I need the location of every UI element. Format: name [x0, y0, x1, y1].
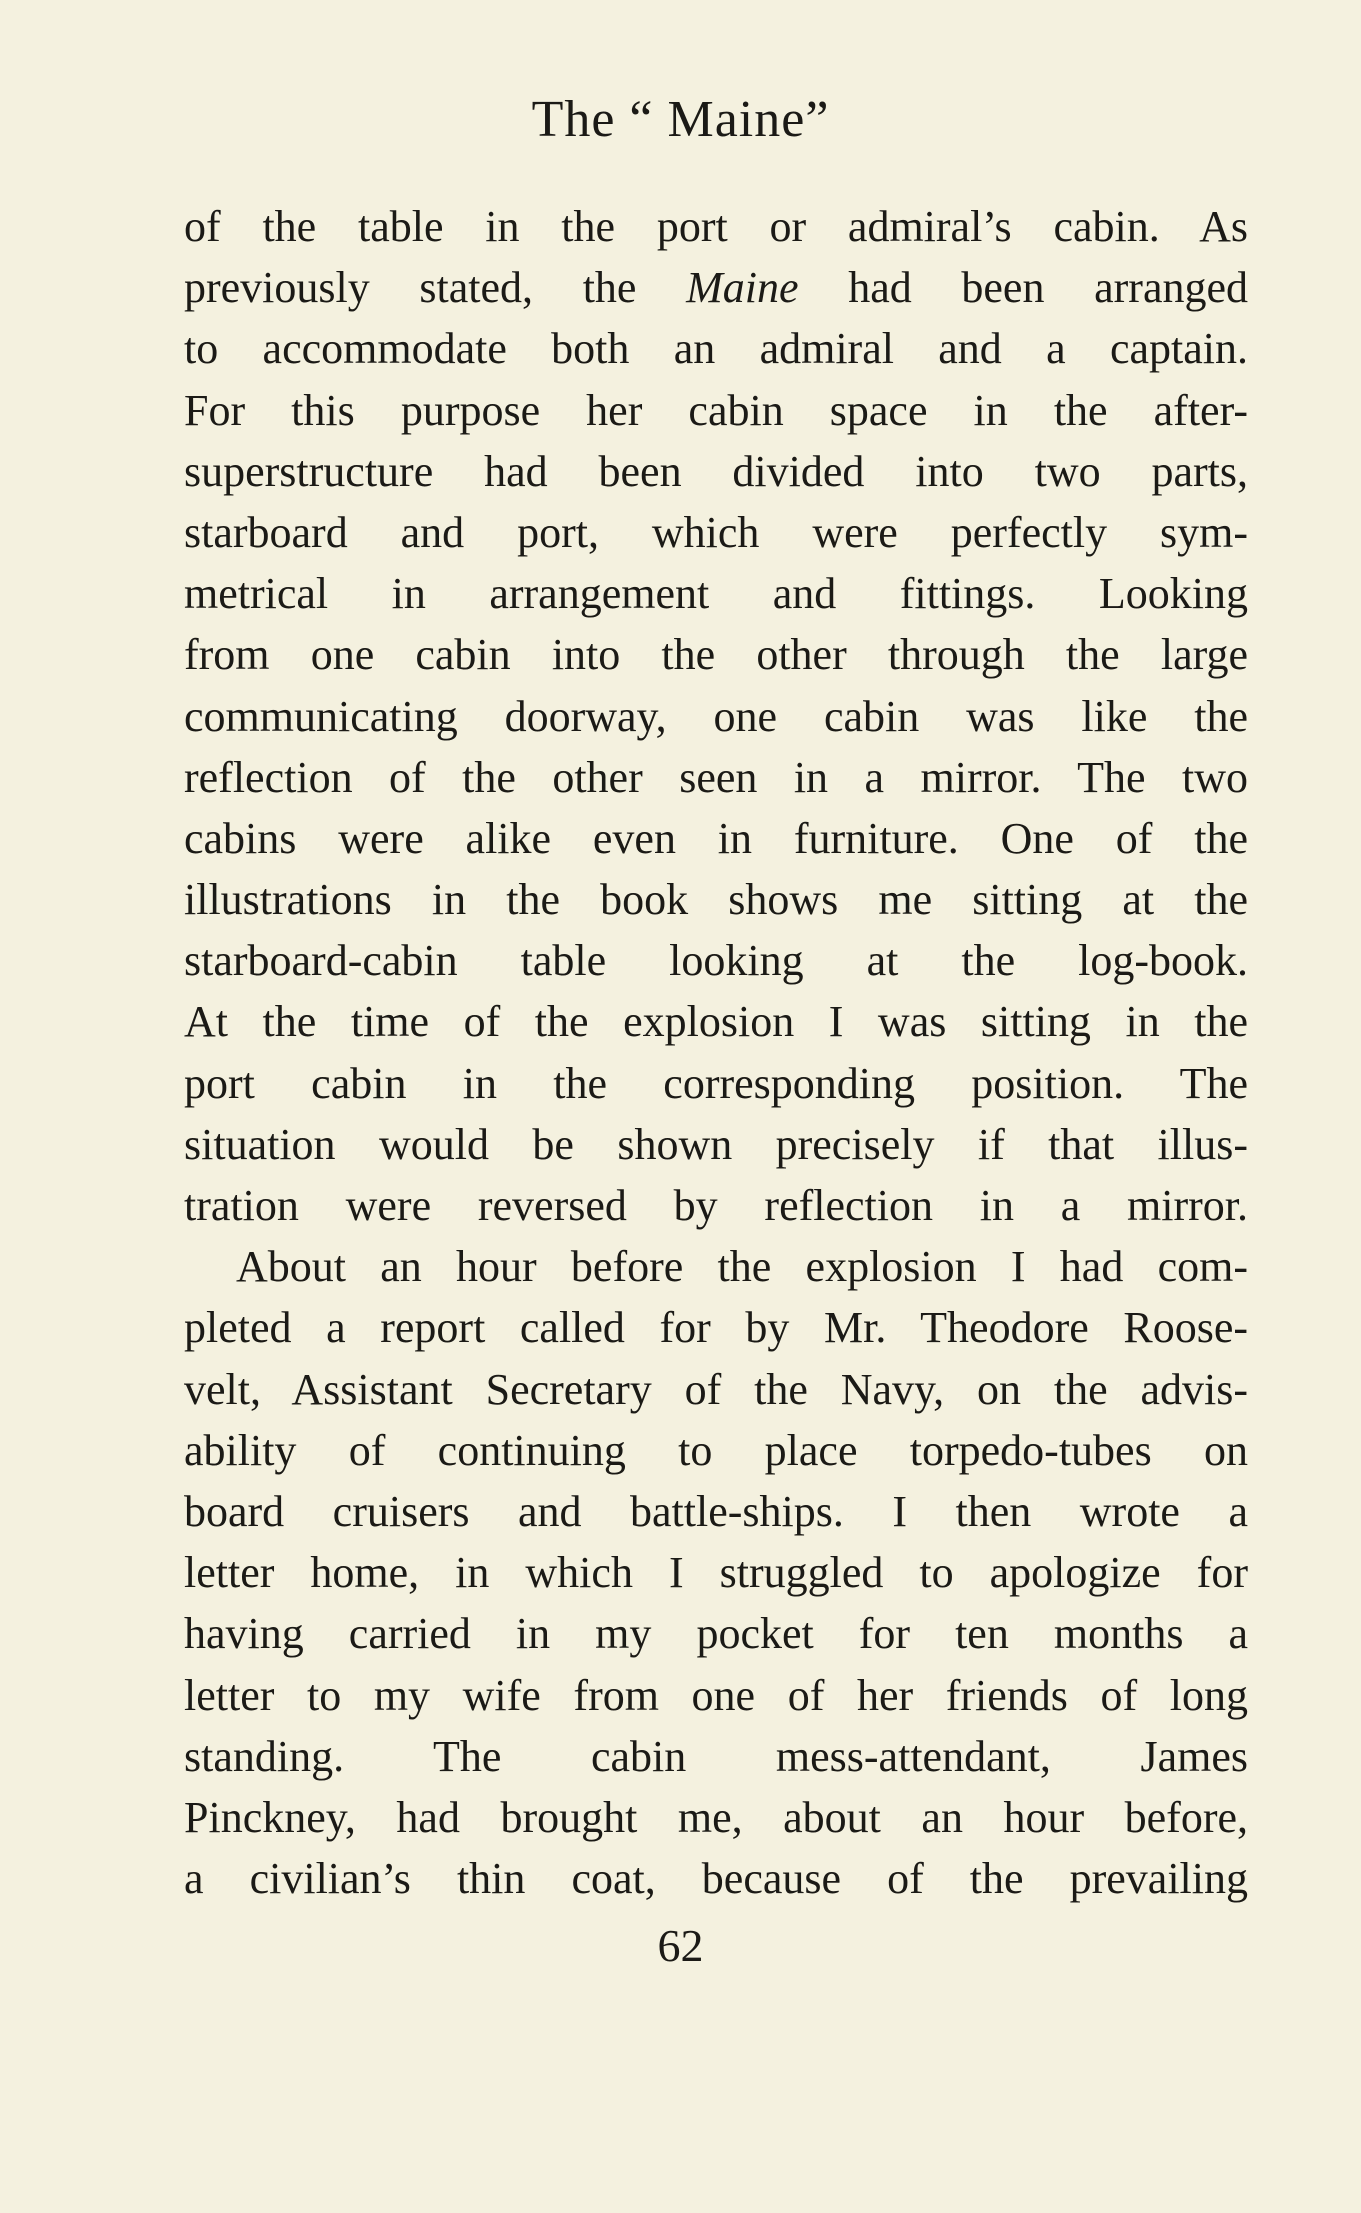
text-line — [184, 1542, 1248, 1603]
text-line — [184, 1420, 1248, 1481]
text-segment: pleted a report called for by Mr. Theodore Roose- — [184, 1303, 1248, 1353]
text-line — [184, 991, 1248, 1052]
text-segment: starboard and port, which were perfectly sym- — [184, 507, 1248, 557]
text-line — [184, 196, 1248, 257]
text-line — [184, 380, 1248, 441]
text-line — [184, 1787, 1248, 1848]
text-segment: having carried in my pocket for ten months a — [184, 1609, 1248, 1659]
text-line — [184, 1297, 1248, 1358]
text-segment: metrical in arrangement and fittings. Looking — [184, 569, 1248, 619]
text-line — [184, 1053, 1248, 1114]
text-segment: from one cabin into the other through the large — [184, 630, 1248, 680]
text-line — [184, 1175, 1248, 1236]
text-line — [184, 1665, 1248, 1726]
text-segment: letter home, in which I struggled to apologize for — [184, 1548, 1248, 1598]
text-segment: a civilian’s thin coat, because of the prevailing — [184, 1854, 1248, 1904]
text-line — [184, 257, 1248, 318]
text-segment: illustrations in the book shows me sitting at the — [184, 875, 1248, 925]
text-line — [184, 1848, 1248, 1909]
text-line — [184, 624, 1248, 685]
text-segment: About an hour before the explosion I had com- — [236, 1242, 1248, 1292]
text-line — [184, 563, 1248, 624]
text-line — [184, 1726, 1248, 1787]
text-segment: situation would be shown precisely if that illus- — [184, 1119, 1248, 1169]
text-segment: reflection of the other seen in a mirror. The two — [184, 752, 1248, 802]
text-line — [184, 686, 1248, 747]
text-line — [184, 318, 1248, 379]
page-number: 62 — [657, 1920, 704, 1971]
text-segment: velt, Assistant Secretary of the Navy, on the advis- — [184, 1364, 1248, 1414]
text-segment: Pinckney, had brought me, about an hour before, — [184, 1792, 1248, 1842]
text-line — [184, 747, 1248, 808]
text-line — [184, 1603, 1248, 1664]
running-head: The “ Maine” — [531, 91, 830, 148]
text-line — [184, 930, 1248, 991]
text-segment: to accommodate both an admiral and a captain. — [184, 324, 1248, 374]
text-segment: port cabin in the corresponding position. The — [184, 1058, 1248, 1108]
text-segment: board cruisers and battle-ships. I then wrote a — [184, 1486, 1248, 1536]
text-segment: superstructure had been divided into two parts, — [184, 446, 1248, 496]
paragraph-first-line — [184, 1236, 1248, 1297]
text-segment: standing. The cabin mess-attendant, James — [184, 1731, 1248, 1781]
text-segment: starboard-cabin table looking at the log-book. — [184, 936, 1248, 986]
text-segment: of the table in the port or admiral’s cabin. As — [184, 202, 1248, 251]
text-segment: communicating doorway, one cabin was like the — [184, 691, 1248, 741]
text-segment: tration were reversed by reflection in a mirror. — [184, 1181, 1248, 1230]
text-segment: For this purpose her cabin space in the after- — [184, 385, 1248, 435]
italic-ship-name: Maine — [686, 263, 799, 313]
text-segment: letter to my wife from one of her friends of long — [184, 1670, 1248, 1720]
text-segment: previously stated, the — [184, 263, 687, 313]
text-line — [184, 1359, 1248, 1420]
text-segment: had been arranged — [798, 263, 1248, 313]
text-line — [184, 502, 1248, 563]
text-segment: At the time of the explosion I was sitting in the — [184, 997, 1248, 1047]
text-line — [184, 441, 1248, 502]
body-text — [184, 196, 1248, 1909]
text-segment: cabins were alike even in furniture. One of the — [184, 813, 1248, 863]
text-segment: ability of continuing to place torpedo-tubes on — [184, 1425, 1248, 1475]
text-line — [184, 869, 1248, 930]
text-line — [184, 808, 1248, 869]
text-line — [184, 1114, 1248, 1175]
text-line — [184, 1481, 1248, 1542]
